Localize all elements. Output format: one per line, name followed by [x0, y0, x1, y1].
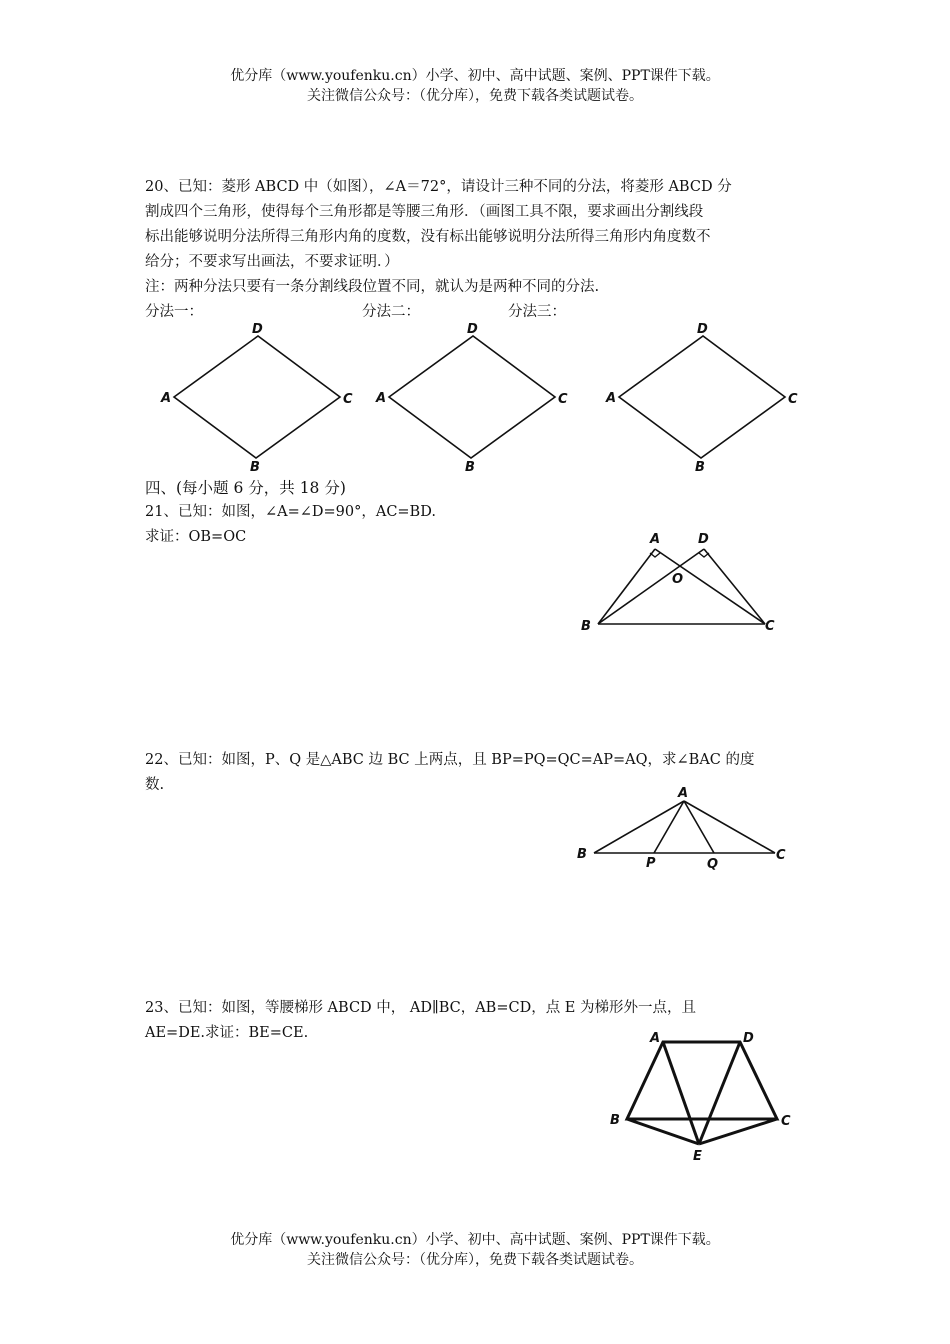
q23-line-1: 23、已知：如图，等腰梯形 ABCD 中， AD∥BC，AB=CD，点 E 为梯形外一点，且: [145, 1000, 697, 1016]
q21-segment-ba: [598, 549, 655, 624]
rhombus-figure-1: [150, 318, 370, 476]
q23-segment-be: [627, 1119, 699, 1144]
rhombus-2-label-b: B: [465, 460, 475, 475]
q22-line-2: 数.: [145, 777, 165, 793]
q20-note: 注：两种分法只要有一条分割线段位置不同，就认为是两种不同的分法.: [145, 279, 600, 295]
q22-label-b: B: [577, 847, 587, 862]
q21-right-angle-a: [650, 553, 660, 557]
q22-label-c: C: [776, 848, 786, 863]
rhombus-1-label-d: D: [252, 322, 263, 337]
q23-label-a: A: [650, 1031, 661, 1046]
q20-line-3: 标出能够说明分法所得三角形内角的度数，没有标出能够说明分法所得三角形内角度数不: [145, 229, 711, 245]
q22-label-p: P: [646, 856, 656, 871]
q21-line-1: 21、已知：如图，∠A=∠D=90°，AC=BD.: [145, 504, 436, 520]
q22-label-q: Q: [707, 857, 719, 872]
header-line-1: 优分库（www.youfenku.cn）小学、初中、高中试题、案例、PPT课件下载。: [230, 68, 720, 84]
q23-segment-de: [699, 1042, 740, 1144]
q21-label-o: O: [672, 572, 684, 587]
q23-label-b: B: [610, 1113, 620, 1128]
rhombus-2-label-d: D: [467, 322, 478, 337]
rhombus-3-label-c: C: [788, 392, 798, 407]
page-header: [0, 66, 950, 106]
q22-label-a: A: [678, 786, 689, 801]
q22-line-1: 22、已知：如图，P、Q 是△ABC 边 BC 上两点，且 BP=PQ=QC=AP=AQ，求∠BAC 的度: [145, 752, 755, 768]
q22-figure: [570, 778, 800, 878]
rhombus-2-shape: [389, 336, 555, 458]
q23-figure: [600, 1020, 810, 1170]
q21-label-b: B: [581, 619, 591, 634]
section-4-title: 四、(每小题 6 分，共 18 分): [145, 479, 346, 497]
rhombus-3-label-d: D: [697, 322, 708, 337]
rhombus-3-label-a: A: [606, 391, 617, 406]
rhombus-1-label-b: B: [250, 460, 260, 475]
rhombus-figure-2: [365, 318, 585, 476]
method-2-label: 分法二：: [362, 304, 420, 320]
q23-label-c: C: [781, 1114, 791, 1129]
q22-segment-ac: [684, 801, 775, 853]
q21-line-2: 求证：OB=OC: [145, 529, 247, 545]
q21-label-d: D: [698, 532, 709, 547]
q21-label-c: C: [765, 619, 775, 634]
rhombus-figure-3: [595, 318, 815, 476]
page-footer: [0, 1230, 950, 1270]
q23-line-2: AE=DE.求证：BE=CE.: [145, 1025, 309, 1041]
q21-segment-bd: [598, 549, 704, 624]
q23-segment-ae: [663, 1042, 699, 1144]
rhombus-1-label-c: C: [343, 392, 353, 407]
rhombus-3-label-b: B: [695, 460, 705, 475]
rhombus-1-label-a: A: [161, 391, 172, 406]
footer-line-1: 优分库（www.youfenku.cn）小学、初中、高中试题、案例、PPT课件下载。: [230, 1232, 720, 1248]
method-1-label: 分法一：: [145, 304, 203, 320]
rhombus-2-label-a: A: [376, 391, 387, 406]
method-3-label: 分法三：: [508, 304, 566, 320]
header-line-2: 关注微信公众号：（优分库），免费下载各类试题试卷。: [307, 88, 643, 104]
rhombus-2-label-c: C: [558, 392, 568, 407]
q23-label-d: D: [743, 1031, 754, 1046]
q23-label-e: E: [693, 1149, 702, 1164]
q21-figure: [570, 525, 790, 640]
q21-segment-dc: [704, 549, 765, 624]
q23-segment-ce: [699, 1119, 777, 1144]
q21-right-angle-d: [699, 553, 709, 557]
q20-line-1: 20、已知：菱形 ABCD 中（如图），∠A＝72°，请设计三种不同的分法，将菱形 ABCD 分: [145, 179, 732, 195]
q23-trapezoid: [627, 1042, 777, 1119]
q20-line-2: 割成四个三角形，使得每个三角形都是等腰三角形．（画图工具不限，要求画出分割线段: [145, 204, 704, 220]
q21-label-a: A: [650, 532, 661, 547]
footer-line-2: 关注微信公众号：（优分库），免费下载各类试题试卷。: [307, 1252, 643, 1268]
q20-line-4: 给分；不要求写出画法，不要求证明．）: [145, 254, 399, 270]
q22-segment-ab: [594, 801, 684, 853]
rhombus-3-shape: [619, 336, 785, 458]
rhombus-1-shape: [174, 336, 340, 458]
